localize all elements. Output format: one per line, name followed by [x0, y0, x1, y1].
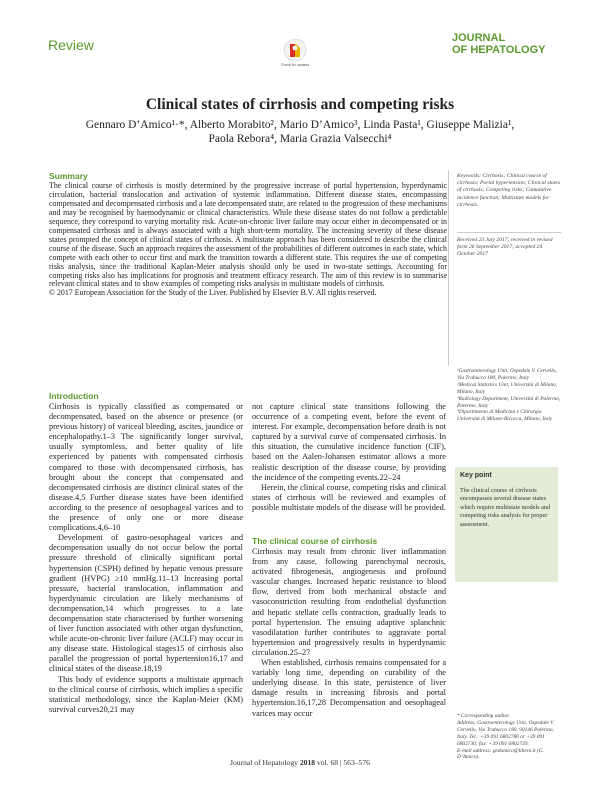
author-list: [80, 118, 520, 146]
authors-line1: Gennaro D’Amico¹·*, Alberto Morabito², Mario D’Amico³, Linda Pasta¹, Giuseppe Malizia¹,: [85, 119, 515, 131]
copyright-line: © 2017 European Association for the Study of the Liver. Published by Elsevier B.V. All rights reserved.: [49, 288, 377, 298]
journal-name-line1: JOURNAL: [452, 32, 506, 44]
keywords: Keywords: Cirrhosis; Clinical course of cirrhosis; Portal hypertension; Clinical states of cirrhosis; Competing risks; Cumulative incidence function; Multistate models for cirrhosis.: [457, 173, 561, 208]
corresponding-email[interactable]: E-mail address: gedamico@libero.it (G. D’Amico).: [457, 747, 545, 761]
journal-name-line2: OF HEPATOLOGY: [452, 44, 546, 56]
corresponding-address: Address: Gastroenterology Unit, Ospedale V Cervello, Via Trabucco 180, 90146 Palermo, Italy. Tel.: +39 091 6802780 or +39 091 6802730; fax: +39 091 6802739.: [457, 719, 554, 747]
paragraph: Development of gastro-oesophageal varices and decompensation usually do not occur below the portal pressure threshold of clinically significant portal hypertension (CSPH) defined by hepatic venous pressure gradient (HVPG) ≥10 mmHg.11–13 Increasing portal pressure, bacterial translocation, inflammation and hyperdynamic circulation are likely mechanisms of decompensation,14 which progresses to a late decompensation state characterised by further worsening of liver function associated with other organ dysfunction, while acute-on-chronic liver failure (ACLF) may occur in any disease state. Histological stages15 of cirrhosis also parallel the progression of portal hypertension16,17 and clinical states of the disease.18,19: [49, 533, 243, 674]
affiliation-item: ⁴Dipartimento di Medicina e Chirurgia Università di Milano-Bicocca, Milano, Italy: [457, 409, 553, 423]
paragraph: Herein, the clinical course, competing risks and clinical states of cirrhosis will be reviewed and examples of possible multistate models of the disease will be provided.: [252, 482, 446, 512]
paragraph: Cirrhosis may result from chronic liver inflammation from any cause, following parenchymal necrosis, activated fibrogenesis, angiogenesis and profound vascular changes. Increased hepatic resistance to blood flow, derived from both mechanical obstacle and vasoconstriction resulting from endothelial dysfunction and hepatic stellate cells contraction, gradually leads to portal hypertension. The ensuing adaptive splanchnic vasodilatation further contributes to aggravate portal hypertension and progressively results in hyperdynamic circulation.25–27: [252, 547, 446, 657]
received-dates: Received 23 July 2017; received in revised form 26 September 2017; accepted 24 October 2017: [457, 237, 553, 258]
body-column-right-bottom: [252, 547, 446, 719]
page-footer: [0, 758, 600, 767]
key-point-text: The clinical course of cirrhosis encompasses several disease states which require multistate models and competing risks analysis for proper assessment.: [460, 487, 551, 528]
article-title: Clinical states of cirrhosis and competing risks: [145, 96, 455, 113]
journal-name: [452, 32, 552, 56]
affiliation-item: ²Medical Statistics Unit, Università di Milano, Milano, Italy: [457, 381, 558, 395]
summary-text: The clinical course of cirrhosis is mostly determined by the progressive increase of portal hypertension, hyperdynamic circulation, bacterial translocation and activation of systemic inflammation. Different disease states, encompassing compensated and decompensated cirrhosis and a late decompensated state, are related to the progression of these mechanisms and may be recognised by haemodynamic or clinical characteristics. While these disease states do not follow a predictable sequence, they correspond to varying mortality risk. Acute-on-chronic liver failure may occur either in decompensated or in compensated cirrhosis and is always associated with a high short-term mortality. The increasing severity of these disease states prompted the concept of clinical states of cirrhosis. A multistate approach has been considered to describe the clinical course of the disease. Such an approach requires the assessment of the probabilities of different outcomes in each state, which compete with each other to occur first and mark the transition towards a different state. This requires the use of competing risks analysis, since the traditional Kaplan-Meier analysis should only be used in two-state settings. Accounting for competing risks also has implications for prognosis and treatment efficacy research. The aim of this review is to summarise relevant clinical states and to show examples of competing risks analysis in multistate models of cirrhosis.: [49, 181, 447, 289]
footer-year: 2018: [299, 758, 316, 767]
sidebar-divider: [448, 170, 449, 366]
clinical-course-heading: The clinical course of cirrhosis: [252, 536, 378, 546]
affiliations: [457, 368, 561, 423]
check-for-updates-icon[interactable]: [283, 38, 307, 62]
key-point-heading: Key point: [460, 472, 492, 479]
paragraph: This body of evidence supports a multistate approach to the clinical course of cirrhosis, which implies a specific statistical methodology, since the Kaplan-Meier (KM) survival curves20,21 may: [49, 674, 243, 714]
paragraph: When established, cirrhosis remains compensated for a variably long time, depending on curability of the underlying disease. In this state, persistence of liver damage results in increasing fibrosis and portal hypertension.16,17,28 Decompensation and oesophageal varices may occur: [252, 658, 446, 718]
body-column-left: [49, 402, 243, 715]
body-column-right-top: [252, 402, 446, 513]
summary-body: [49, 182, 447, 298]
check-for-updates-label[interactable]: Check for updates: [280, 63, 310, 67]
introduction-heading: Introduction: [49, 391, 99, 401]
affiliation-item: ¹Gastroenterology Unit, Ospedale V. Cervello, Via Trabucco 180, Palermo, Italy: [457, 368, 557, 381]
corresponding-author: [457, 713, 561, 761]
authors-line2: Paola Rebora⁴, Maria Grazia Valsecchi⁴: [208, 133, 392, 145]
summary-heading: Summary: [49, 171, 88, 181]
paragraph: not capture clinical state transitions following the occurrence of a competing event, before the event of interest. For example, decompensation before death is not captured by a survival curve of compensated cirrhosis. In this situation, the cumulative incidence function (CIF), based on the Aalen-Johansen estimator allows a more realistic description of the disease course, by providing the incidence of the competing events.22–24: [252, 402, 446, 482]
footer-journal: Journal of Hepatology: [230, 758, 298, 767]
section-label: Review: [48, 37, 94, 53]
footer-volume: vol. 68 | 563–576: [316, 758, 370, 767]
affiliation-item: ³Radiology Department, Università di Palermo, Palermo, Italy: [457, 395, 561, 409]
paragraph: Cirrhosis is typically classified as compensated or decompensated, based on the absence or presence (or previous history) of variceal bleeding, ascites, jaundice or encephalopathy.1–3 The significantly longer survival, usually symptomless, and better quality of life experienced by patients with compensated cirrhosis compared to those with decompensated cirrhosis, has brought about the concept that compensated and decompensated cirrhosis are distinct clinical states of the disease.4,5 Further disease states have been identified according to the presence of oesophageal varices and to the presence of only one or more disease complications.4,6–10: [49, 402, 243, 533]
corresponding-label: * Corresponding author.: [457, 713, 510, 719]
keywords-divider: [457, 232, 561, 233]
